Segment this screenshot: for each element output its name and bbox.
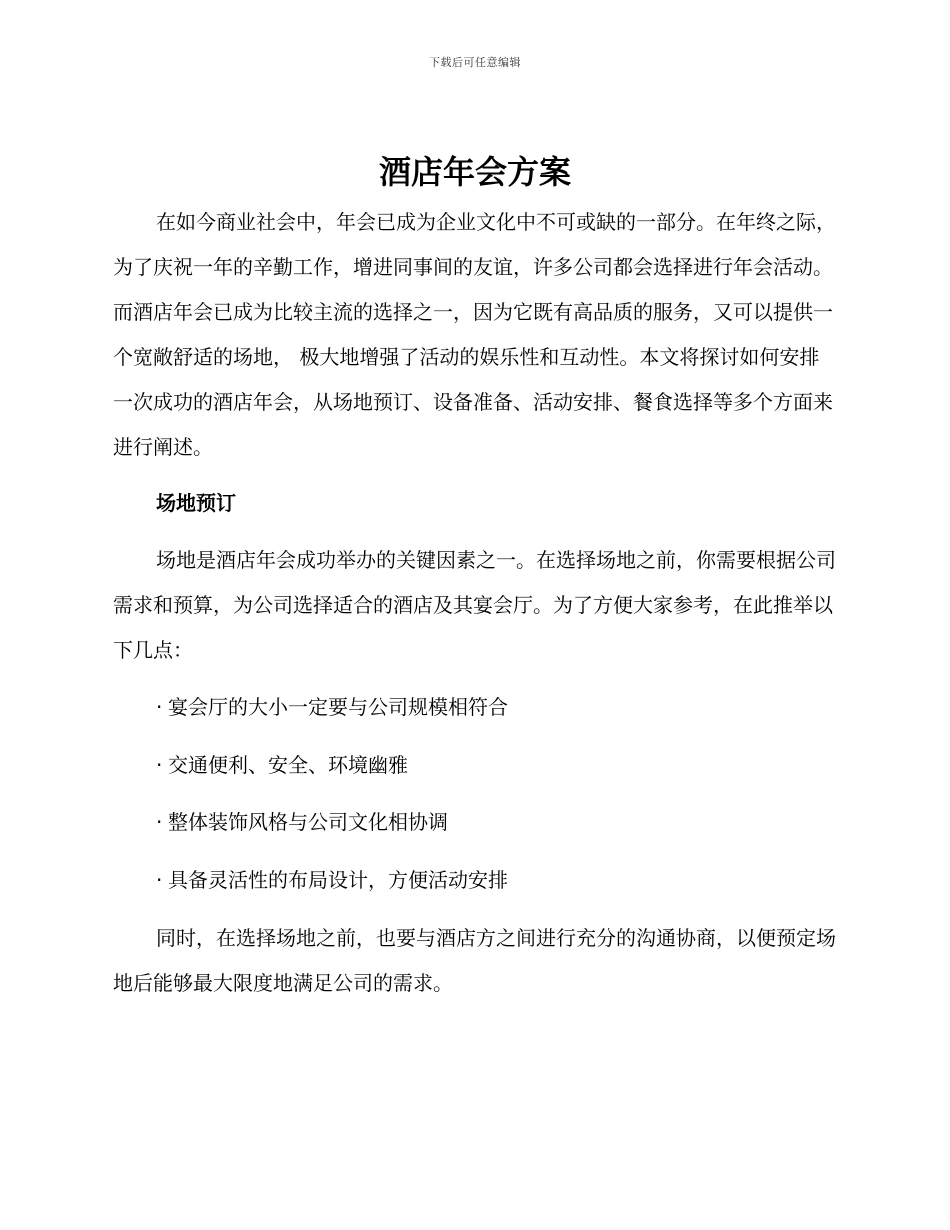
bullet-text: 具备灵活性的布局设计，方便活动安排 [168, 868, 508, 892]
venue-paragraph: 场地是酒店年会成功举办的关键因素之一。在选择场地之前，你需要根据公司需求和预算，为公司选择适合的酒店及其宴会厅。为了方便大家参考，在此推举以下几点： [113, 548, 836, 662]
section-heading: 场地预订 [156, 491, 236, 515]
header-note: 下载后可任意编辑 [429, 56, 521, 69]
bullet-item [156, 858, 508, 903]
bullet-text: 宴会厅的大小一定要与公司规模相符合 [168, 695, 508, 719]
bullet-item [156, 800, 448, 845]
bullet-marker: · [156, 868, 163, 892]
bullet-marker: · [156, 695, 163, 719]
bullet-text: 交通便利、安全、环境幽雅 [168, 753, 408, 777]
bullet-marker: · [156, 753, 163, 777]
document-title: 酒店年会方案 [378, 153, 571, 191]
bullet-marker: · [156, 810, 163, 834]
bullet-item [156, 685, 508, 730]
closing-paragraph: 同时，在选择场地之前，也要与酒店方之间进行充分的沟通协商，以便预定场地后能够最大限度地满足公司的需求。 [113, 926, 836, 995]
bullet-text: 整体装饰风格与公司文化相协调 [168, 810, 448, 834]
bullet-item [156, 743, 408, 788]
intro-paragraph: 在如今商业社会中，年会已成为企业文化中不可或缺的一部分。在年终之际，为了庆祝一年的辛勤工作，增进同事间的友谊，许多公司都会选择进行年会活动。而酒店年会已成为比较主流的选择之一，因为它既有高品质的服务，又可以提供一个宽敞舒适的场地， 极大地增强了活动的娱乐性和互动性。本文将探讨如何安排一次成功的酒店年会，从场地预订、设备准备、活动安排、餐食选择等多个方面来进行阐述。 [113, 210, 836, 459]
